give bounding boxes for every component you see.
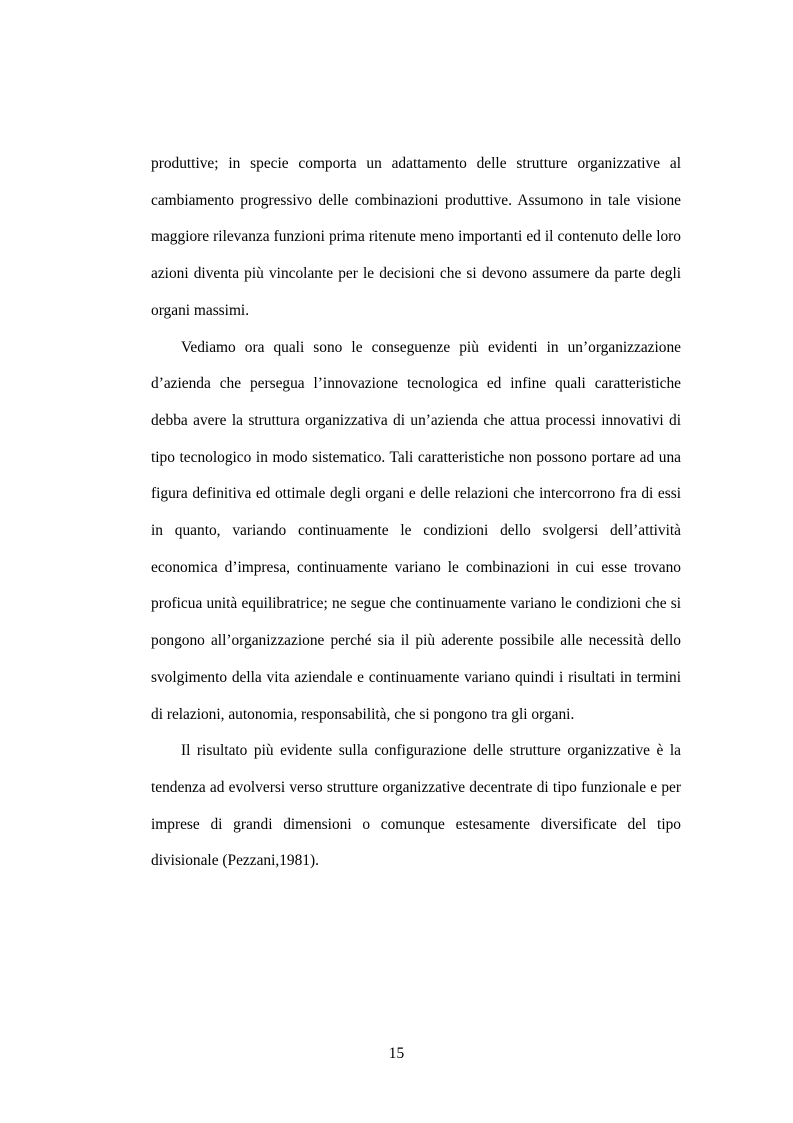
page-number: 15 — [388, 1045, 405, 1062]
paragraph-2: Vediamo ora quali sono le conseguenze più evidenti in un’organizzazione d’azienda che persegua l’innovazione tecnologica ed infine quali caratteristiche debba avere la struttura organizzativa di un’azienda che attua processi innovativi di tipo tecnologico in modo sistematico. Tali caratteristiche non possono portare ad una figura definitiva ed ottimale degli organi e delle relazioni che intercorrono fra di essi in quanto, variando continuamente le condizioni dello svolgersi dell’attività economica d’impresa, continuamente variano le combinazioni in cui esse trovano proficua unità equilibratrice; ne segue che continuamente variano le condizioni che si pongono all’organizzazione perché sia il più aderente possibile alle necessità dello svolgimento della vita aziendale e continuamente variano quindi i risultati in termini di relazioni, autonomia, responsabilità, che si pongono tra gli organi. — [151, 338, 681, 723]
paragraph-1: produttive; in specie comporta un adattamento delle strutture organizzative al cambiamento progressivo delle combinazioni produttive. Assumono in tale visione maggiore rilevanza funzioni prima ritenute meno importanti ed il contenuto delle loro azioni diventa più vincolante per le decisioni che si devono assumere da parte degli organi massimi. — [151, 155, 681, 319]
body-text — [151, 146, 681, 880]
paragraph-3: Il risultato più evidente sulla configurazione delle strutture organizzative è la tendenza ad evolversi verso strutture organizzative decentrate di tipo funzionale e per imprese di grandi dimensioni o comunque estesamente diversificate del tipo divisionale (Pezzani,1981). — [151, 742, 681, 870]
